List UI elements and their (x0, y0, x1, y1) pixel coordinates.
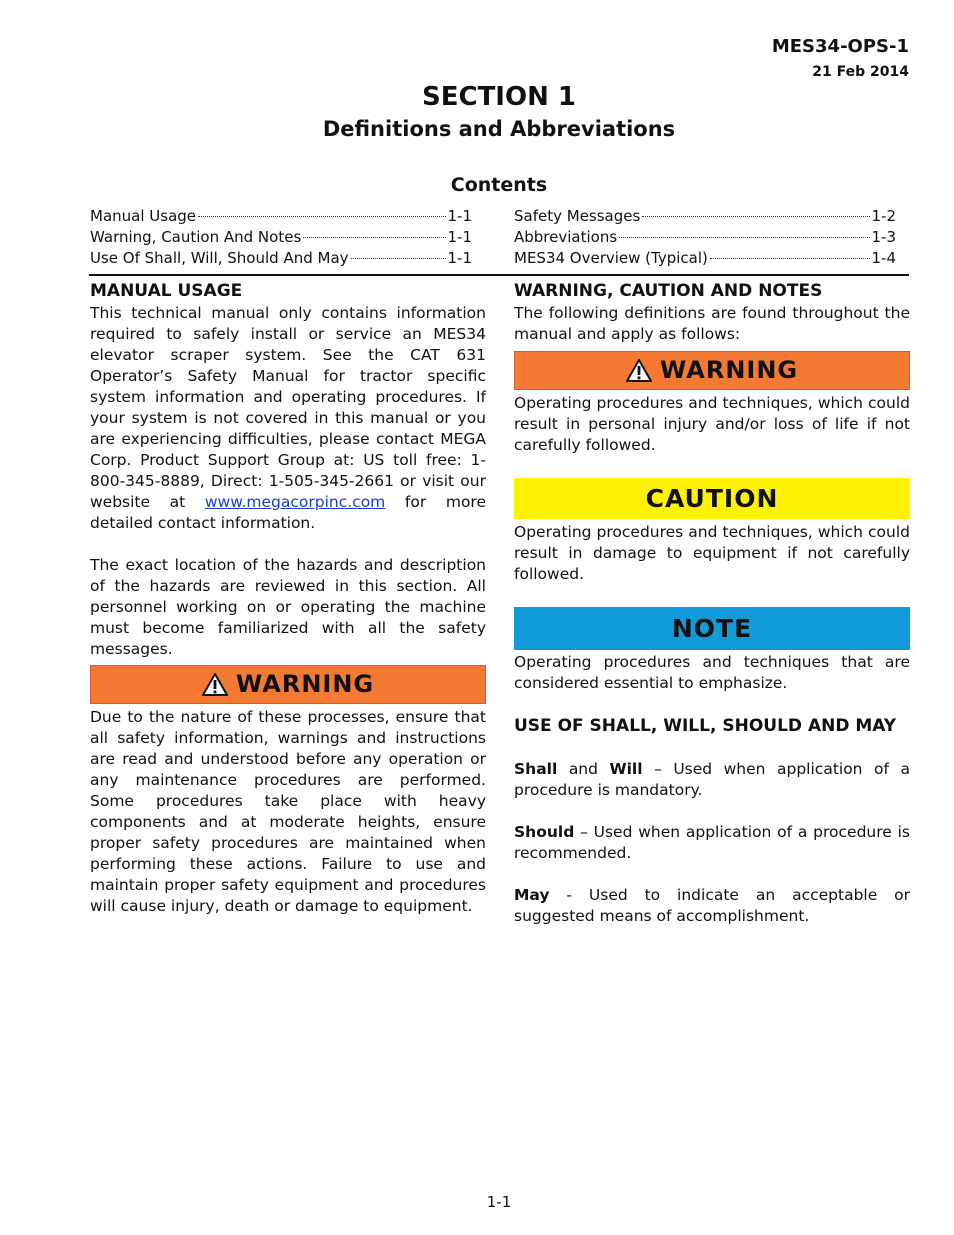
toc-entry[interactable] (90, 227, 472, 248)
toc-entry[interactable] (514, 248, 896, 269)
shall-will-heading: USE OF SHALL, WILL, SHOULD AND MAY (514, 716, 897, 736)
note-banner (514, 607, 910, 650)
should-term: Should (514, 823, 575, 841)
manual-usage-heading: MANUAL USAGE (90, 281, 243, 301)
toc-entry-page: 1-2 (871, 207, 896, 225)
toc-entry-page: 1-1 (447, 207, 472, 225)
toc-entry-page: 1-1 (447, 249, 472, 267)
warning-caution-notes-heading: WARNING, CAUTION AND NOTES (514, 281, 823, 301)
and-word: and (568, 760, 598, 778)
toc-right (514, 206, 896, 269)
section-title: SECTION 1 (422, 82, 576, 112)
toc-entry-page: 1-1 (447, 228, 472, 246)
toc-entry-title: Manual Usage (90, 207, 197, 225)
warning-triangle-icon (626, 359, 652, 382)
toc-entry[interactable] (514, 206, 896, 227)
toc-entry[interactable] (90, 248, 472, 269)
section-subtitle: Definitions and Abbreviations (322, 117, 676, 141)
hazards-paragraph: The exact location of the hazards and description of the hazards are reviewed in this section. All personnel working on or operating the machine must become familiarized with all the safety messages. (90, 556, 486, 658)
document-id: MES34-OPS-1 (771, 36, 909, 57)
warning-definition-banner (514, 351, 910, 390)
warning-label: WARNING (235, 670, 375, 698)
shall-will-definition (514, 759, 910, 801)
caution-label: CAUTION (645, 484, 779, 513)
warning-definition: Operating procedures and techniques, which could result in personal injury and/or loss of life if not carefully followed. (514, 394, 910, 454)
warning-label: WARNING (659, 356, 799, 384)
note-label: NOTE (671, 614, 753, 643)
toc-entry[interactable] (90, 206, 472, 227)
definitions-intro: The following definitions are found throughout the manual and apply as follows: (514, 304, 910, 343)
warning-triangle-icon (202, 673, 228, 696)
warning-text: Due to the nature of these processes, ensure that all safety information, warnings and instructions are read and understood before any operation or any maintenance procedures are performed. Some procedures take place with heavy components and at moderate heights, ensure proper safety procedures are maintained when performing these actions. Failure to use and maintain proper safety equipment and procedures will cause injury, death or damage to equipment. (90, 708, 486, 915)
page-number: 1-1 (486, 1193, 512, 1211)
toc-entry-title: Warning, Caution And Notes (90, 228, 302, 246)
caution-banner (514, 478, 910, 519)
toc-entry-page: 1-4 (871, 249, 896, 267)
shall-will-text: – Used when application of a procedure is mandatory. (514, 760, 910, 799)
toc-entry-page: 1-3 (871, 228, 896, 246)
left-column (90, 280, 486, 917)
contents-divider (89, 274, 909, 276)
manual-usage-text: This technical manual only contains information required to safely install or service an MES34 elevator scraper system. See the CAT 631 Operator’s Safety Manual for tractor specific system information and operating procedures. If your system is not covered in this manual or you are experiencing difficulties, please contact MEGA Corp. Product Support Group at: US toll free: 1-800-345-8889, Direct: 1-505-345-2661 or visit our website at (90, 304, 486, 511)
will-term: Will (609, 760, 643, 778)
manual-usage-paragraph (90, 303, 486, 534)
toc-entry-title: Use Of Shall, Will, Should And May (90, 249, 349, 267)
may-definition (514, 885, 910, 927)
document-date: 21 Feb 2014 (812, 64, 909, 80)
note-definition: Operating procedures and techniques that are considered essential to emphasize. (514, 653, 910, 692)
website-link[interactable]: www.megacorpinc.com (204, 493, 386, 511)
toc-entry[interactable] (514, 227, 896, 248)
manual-usage-text-end: for more detailed contact information. (90, 493, 486, 532)
toc-entry-title: Abbreviations (514, 228, 618, 246)
toc-left (90, 206, 472, 269)
contents-heading: Contents (450, 174, 548, 196)
caution-definition: Operating procedures and techniques, which could result in damage to equipment if not carefully followed. (514, 523, 910, 583)
shall-term: Shall (514, 760, 558, 778)
toc-entry-title: Safety Messages (514, 207, 641, 225)
may-term: May (514, 886, 550, 904)
may-text: - Used to indicate an acceptable or suggested means of accomplishment. (514, 886, 910, 925)
should-text: – Used when application of a procedure is recommended. (514, 823, 910, 862)
right-column (514, 280, 910, 927)
toc-entry-title: MES34 Overview (Typical) (514, 249, 708, 267)
should-definition (514, 822, 910, 864)
warning-banner (90, 665, 486, 704)
